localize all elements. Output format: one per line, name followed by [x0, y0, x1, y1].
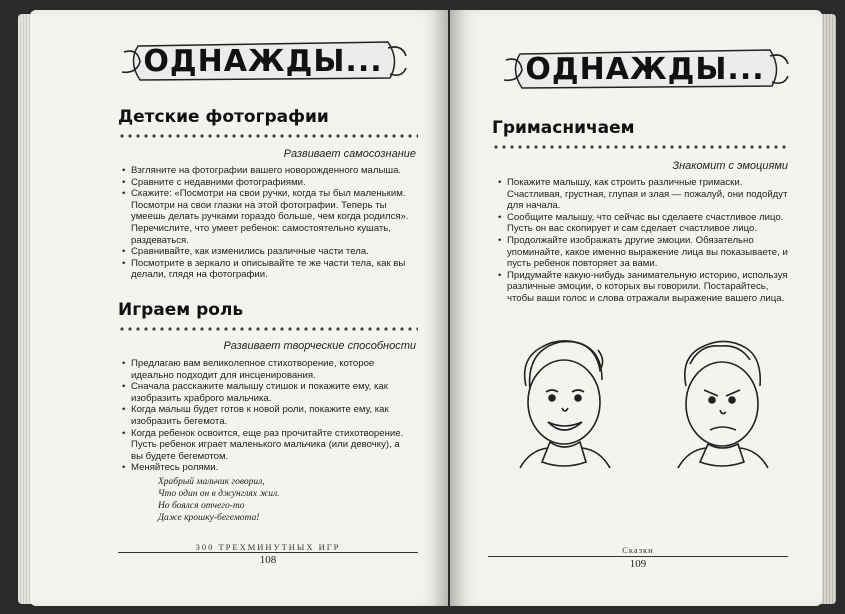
list-role [122, 358, 412, 474]
list-item: • Посмотрите в зеркало и описывайте те же части тела, как вы делали, глядя на фотографии. [122, 258, 412, 281]
list-item: • Когда малыш будет готов к новой роли, покажите ему, как изобразить бегемота. [122, 404, 412, 427]
child-faces-illustration [490, 330, 790, 470]
list-item: • Покажите малышу, как строить различные гримаски. Счастливая, грустная, глупая и злая — пожалуй, они подойдут для начала. [498, 177, 788, 212]
list-item: • Меняйтесь ролями. [122, 462, 412, 474]
banner-left [118, 38, 408, 84]
footer-rule [488, 556, 788, 557]
section-title-photos: Детские фотографии [118, 107, 329, 127]
footer-book-title: 300 ТРЕХМИНУТНЫХ ИГР [195, 542, 341, 552]
page-number: 109 [629, 558, 647, 570]
poem-line: Храбрый мальчик говорил, [158, 477, 265, 487]
poem [158, 476, 378, 524]
right-page [450, 10, 822, 606]
dotted-divider [118, 133, 418, 139]
section-title-faces: Гримасничаем [492, 118, 635, 138]
list-item: • Сравнивайте, как изменились различные части тела. [122, 246, 412, 258]
happy-child-face-icon [520, 341, 610, 468]
page-number: 108 [259, 554, 277, 566]
footer-chapter: Сказки [622, 545, 654, 555]
list-faces [498, 177, 788, 305]
list-item: • Сравните с недавними фотографиями. [122, 177, 412, 189]
list-item: • Когда ребенок освоится, еще раз прочитайте стихотворение. Пусть ребенок играет маленького мальчика (или девочку), а вы будете бегемотом. [122, 428, 412, 463]
list-item: • Сначала расскажите малышу стишок и покажите ему, как изобразить храброго мальчика. [122, 381, 412, 404]
section-subtitle-role: Развивает творческие способности [223, 340, 416, 352]
list-photos [122, 165, 412, 281]
list-item: • Продолжайте изображать другие эмоции. Обязательно упоминайте, какое именно выражение лица вы показываете, и пусть ребенок повторяет за вами. [498, 235, 788, 270]
dotted-divider [492, 144, 788, 150]
section-title-role: Играем роль [118, 300, 244, 320]
open-book [10, 4, 838, 610]
left-page [30, 10, 448, 606]
angry-child-face-icon [678, 341, 768, 468]
dotted-divider [118, 326, 418, 332]
list-item: • Придумайте какую-нибудь занимательную историю, используя различные эмоции, о которых вы говорили. Постарайтесь, чтобы ваши голос и слова отражали выражение вашего лица. [498, 270, 788, 305]
poem-line: Даже крошку-бегемота! [158, 513, 260, 523]
section-subtitle-photos: Развивает самосознание [283, 148, 416, 160]
banner-right [500, 46, 790, 92]
list-item: • Взгляните на фотографии вашего новорожденного малыша. [122, 165, 412, 177]
poem-line: Но боялся отчего-то [158, 501, 245, 511]
list-item: • Скажите: «Посмотри на свои ручки, когда ты был маленьким. Посмотри на свои глазки на этой фотографии. Теперь ты умеешь делать ручками гораздо больше, чем когда родился». Перечислите, что умеет ребенок: самостоятельно кушать, раздеваться. [122, 188, 412, 246]
section-subtitle-faces: Знакомит с эмоциями [672, 160, 788, 172]
banner-title: ОДНАЖДЫ... [525, 52, 765, 87]
footer-rule [118, 552, 418, 553]
poem-line: Что один он в джунглях жил. [158, 489, 280, 499]
list-item: • Сообщите малышу, что сейчас вы сделаете счастливое лицо. Пусть он вас скопирует и сам сделает счастливое лицо. [498, 212, 788, 235]
banner-title: ОДНАЖДЫ... [143, 44, 383, 79]
list-item: • Предлагаю вам великолепное стихотворение, которое идеально подходит для инсценирования. [122, 358, 412, 381]
